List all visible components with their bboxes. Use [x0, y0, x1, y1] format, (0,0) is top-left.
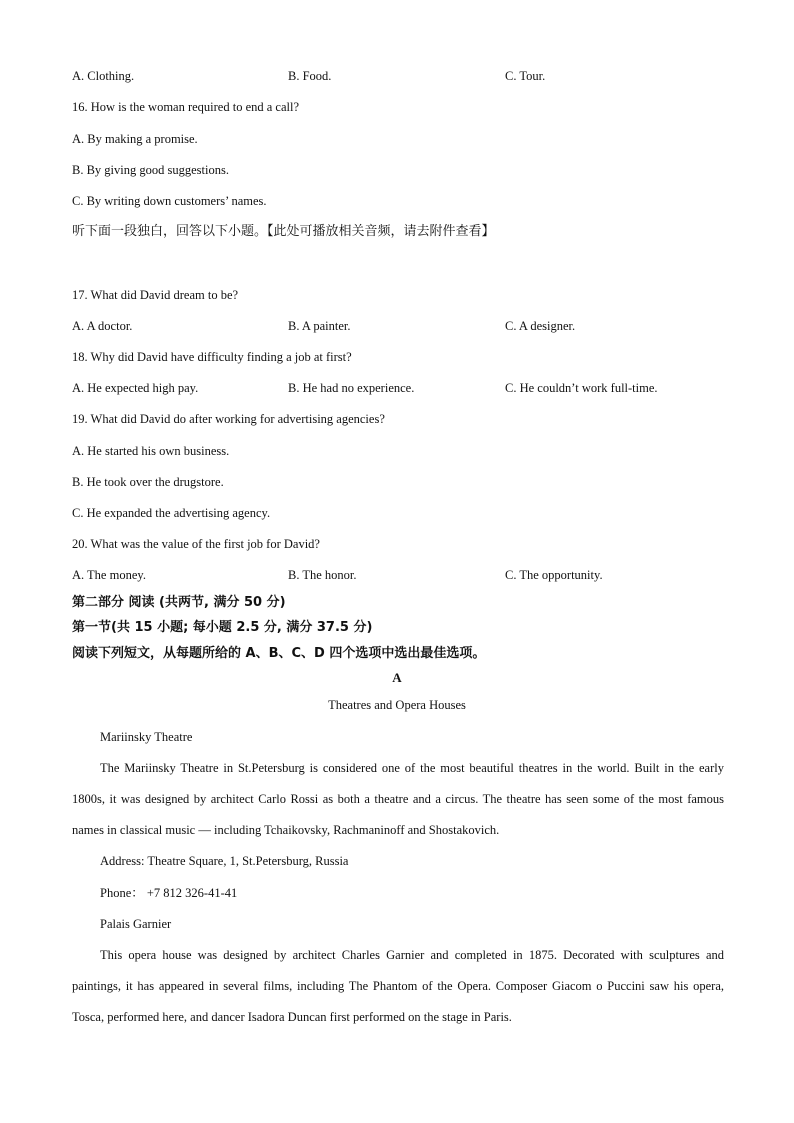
- q20-option-a: A. The money.: [72, 568, 146, 582]
- q20-question: 20. What was the value of the first job for David?: [72, 537, 320, 551]
- q18-option-b: B. He had no experience.: [288, 381, 415, 395]
- q15-option-b: B. Food.: [288, 69, 332, 83]
- monologue-instruction: 听下面一段独白，回答以下小题。【此处可播放相关音频，请去附件查看】: [72, 224, 495, 239]
- q19-option-a: A. He started his own business.: [72, 444, 230, 458]
- q20-option-b: B. The honor.: [288, 568, 357, 582]
- passage-title: Theatres and Opera Houses: [328, 698, 466, 712]
- garnier-body: This opera house was designed by architect Charles Garnier and completed in 1875. Decorated with sculptures and paintings, it has appeared in several films, including The Phantom of the Opera. Composer Giacom o Puccini saw his opera, Tosca, performed here, and dancer Isadora Duncan first performed on the stage in Paris.: [72, 948, 724, 1024]
- section1-heading: 第一节(共 15 小题; 每小题 2.5 分, 满分 37.5 分): [72, 620, 373, 635]
- q17-option-c: C. A designer.: [505, 319, 576, 333]
- mariinsky-address: Address: Theatre Square, 1, St.Petersburg, Russia: [100, 854, 349, 868]
- q18-question: 18. Why did David have difficulty finding a job at first?: [72, 350, 352, 364]
- q16-option-b: B. By giving good suggestions.: [72, 163, 229, 177]
- q17-option-b: B. A painter.: [288, 319, 351, 333]
- q19-question: 19. What did David do after working for advertising agencies?: [72, 412, 385, 426]
- q20-option-c: C. The opportunity.: [505, 568, 603, 582]
- reading-instruction: 阅读下列短文，从每题所给的 A、B、C、D 四个选项中选出最佳选项。: [72, 646, 486, 661]
- q16-question: 16. How is the woman required to end a call?: [72, 100, 300, 114]
- mariinsky-body: The Mariinsky Theatre in St.Petersburg is considered one of the most beautiful theatres in the world. Built in the early 1800s, it was designed by architect Carlo Rossi as both a theatre and a circus. The theatre has seen some of the most famous names in classical music — including Tchaikovsky, Rachmaninoff and Shostakovich.: [72, 761, 724, 837]
- garnier-name: Palais Garnier: [100, 917, 172, 931]
- part2-heading: 第二部分 阅读 (共两节, 满分 50 分): [72, 595, 286, 610]
- q17-option-a: A. A doctor.: [72, 319, 133, 333]
- q18-option-c: C. He couldn’t work full-time.: [505, 381, 658, 395]
- passage-letter: A: [392, 670, 402, 685]
- mariinsky-name: Mariinsky Theatre: [100, 730, 193, 744]
- q18-option-a: A. He expected high pay.: [72, 381, 199, 395]
- q15-option-c: C. Tour.: [505, 69, 546, 83]
- q19-option-b: B. He took over the drugstore.: [72, 475, 224, 489]
- mariinsky-phone: Phone： +7 812 326-41-41: [100, 886, 238, 900]
- q16-option-c: C. By writing down customers’ names.: [72, 194, 267, 208]
- q17-question: 17. What did David dream to be?: [72, 288, 239, 302]
- q16-option-a: A. By making a promise.: [72, 132, 198, 146]
- q19-option-c: C. He expanded the advertising agency.: [72, 506, 271, 520]
- q15-option-a: A. Clothing.: [72, 69, 135, 83]
